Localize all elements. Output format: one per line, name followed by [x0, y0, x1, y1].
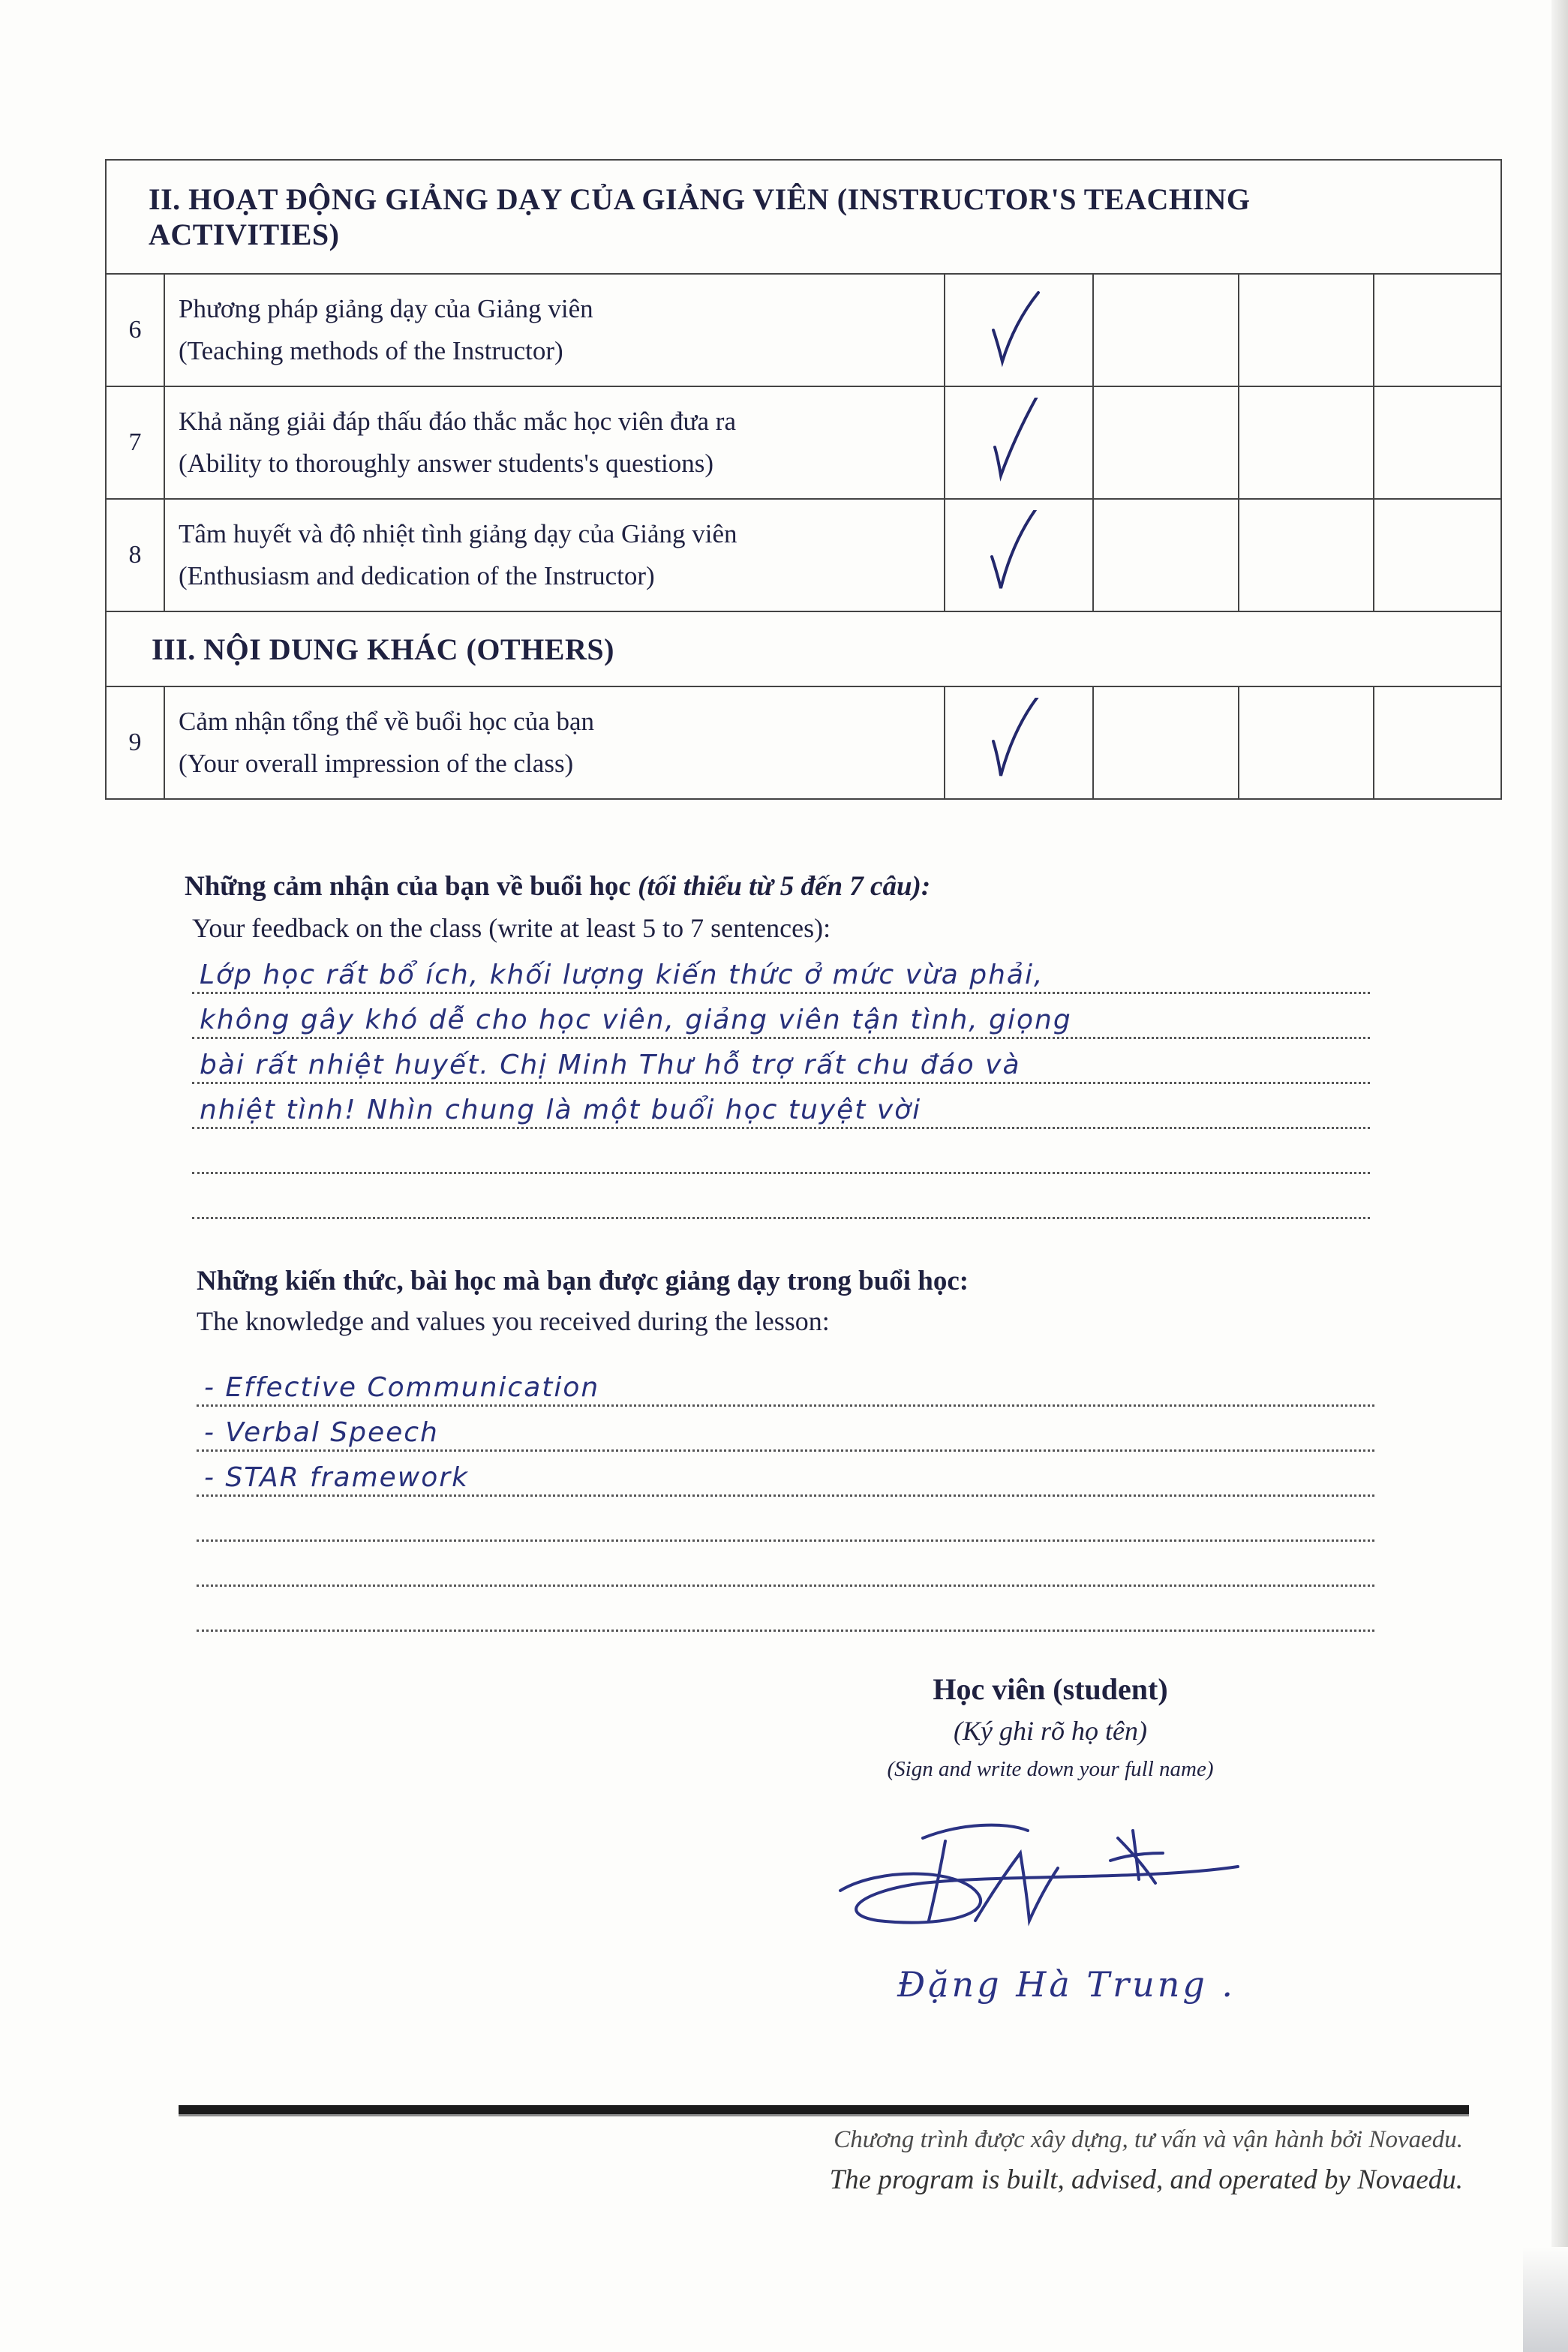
- knowledge-answer-line[interactable]: [197, 1591, 1374, 1632]
- rating-cell-2[interactable]: [1093, 386, 1239, 499]
- signature-instruction-en: (Sign and write down your full name): [887, 1757, 1214, 1781]
- criterion-text: [164, 686, 945, 799]
- handwritten-signature[interactable]: [833, 1808, 1253, 1936]
- rating-cell-1[interactable]: [945, 686, 1093, 799]
- criterion-vi: Phương pháp giảng dạy của Giảng viên: [179, 294, 593, 323]
- handwritten-text: - Effective Communication: [204, 1372, 600, 1403]
- rating-cell-3[interactable]: [1239, 499, 1374, 611]
- signature-instruction-vi: (Ký ghi rõ họ tên): [954, 1716, 1147, 1746]
- rating-cell-2[interactable]: [1093, 274, 1239, 386]
- feedback-subtitle: Your feedback on the class (write at least 5 to 7 sentences):: [192, 913, 831, 943]
- knowledge-answer-line[interactable]: [197, 1365, 1374, 1407]
- criterion-en: (Your overall impression of the class): [179, 749, 574, 778]
- handwritten-text: không gây khó dễ cho học viên, giảng viên tận tình, giọng: [200, 1005, 1072, 1035]
- criterion-number: 9: [106, 686, 164, 799]
- criterion-vi: Cảm nhận tổng thể về buổi học của bạn: [179, 707, 595, 736]
- feedback-title-text: Những cảm nhận của bạn về buổi học: [185, 871, 631, 902]
- checkmark-icon: [983, 285, 1043, 375]
- criterion-vi: Khả năng giải đáp thấu đáo thắc mắc học viên đưa ra: [179, 407, 736, 436]
- handwritten-text: bài rất nhiệt huyết. Chị Minh Thư hỗ trợ rất chu đáo và: [200, 1050, 1021, 1080]
- criterion-en: (Ability to thoroughly answer students's questions): [179, 449, 714, 478]
- criterion-text: [164, 274, 945, 386]
- criterion-text: [164, 499, 945, 611]
- section-2-header: [106, 160, 1501, 274]
- criterion-row: [106, 274, 1501, 386]
- handwritten-text: Lớp học rất bổ ích, khối lượng kiến thức ở mức vừa phải,: [200, 960, 1044, 990]
- rating-cell-2[interactable]: [1093, 686, 1239, 799]
- criterion-text: [164, 386, 945, 499]
- rating-cell-4[interactable]: [1374, 274, 1501, 386]
- knowledge-subtitle: The knowledge and values you received during the lesson:: [197, 1306, 830, 1336]
- section-3-title: III. NỘI DUNG KHÁC (OTHERS): [106, 611, 1501, 686]
- feedback-title-note: (tối thiểu từ 5 đến 7 câu):: [638, 871, 931, 902]
- section-2-title-line2: ACTIVITIES): [149, 218, 340, 251]
- feedback-title: [185, 870, 930, 903]
- checkmark-icon: [983, 398, 1043, 488]
- scan-corner-shadow: [1523, 2247, 1568, 2352]
- feedback-answer-line[interactable]: [192, 1133, 1370, 1174]
- footer-divider: [179, 2105, 1469, 2114]
- signature-role-title: Học viên (student): [933, 1672, 1168, 1706]
- checkmark-icon: [983, 698, 1043, 788]
- footer-text-vi: Chương trình được xây dựng, tư vấn và vận hành bởi Novaedu.: [834, 2126, 1463, 2153]
- student-full-name: Đặng Hà Trung .: [897, 1964, 1236, 2005]
- knowledge-answer-line[interactable]: [197, 1500, 1374, 1542]
- handwritten-text: nhiệt tình! Nhìn chung là một buổi học tuyệt vời: [200, 1095, 922, 1125]
- scan-right-edge: [1551, 0, 1568, 2352]
- knowledge-title: Những kiến thức, bài học mà bạn được giảng dạy trong buổi học:: [197, 1266, 969, 1296]
- feedback-answer-line[interactable]: [192, 1178, 1370, 1219]
- knowledge-answer-line[interactable]: [197, 1545, 1374, 1587]
- rating-cell-4[interactable]: [1374, 386, 1501, 499]
- rating-cell-3[interactable]: [1239, 686, 1374, 799]
- criterion-row: [106, 686, 1501, 799]
- section-2-title: [106, 160, 1501, 274]
- rating-cell-3[interactable]: [1239, 274, 1374, 386]
- rating-cell-3[interactable]: [1239, 386, 1374, 499]
- rating-cell-1[interactable]: [945, 386, 1093, 499]
- criterion-number: 6: [106, 274, 164, 386]
- feedback-answer-line[interactable]: [192, 1043, 1370, 1084]
- section-2-title-line1: II. HOẠT ĐỘNG GIẢNG DẠY CỦA GIẢNG VIÊN (INSTRUCTOR'S TEACHING: [149, 182, 1251, 216]
- criterion-vi: Tâm huyết và độ nhiệt tình giảng dạy của Giảng viên: [179, 519, 737, 548]
- checkmark-icon: [983, 510, 1043, 600]
- rating-cell-1[interactable]: [945, 499, 1093, 611]
- criterion-number: 7: [106, 386, 164, 499]
- rating-cell-1[interactable]: [945, 274, 1093, 386]
- footer-text-en: The program is built, advised, and operated by Novaedu.: [829, 2164, 1463, 2195]
- rating-cell-4[interactable]: [1374, 686, 1501, 799]
- feedback-answer-line[interactable]: [192, 998, 1370, 1039]
- evaluation-table: [105, 159, 1502, 800]
- feedback-answer-line[interactable]: [192, 953, 1370, 994]
- rating-cell-4[interactable]: [1374, 499, 1501, 611]
- criterion-en: (Enthusiasm and dedication of the Instructor): [179, 561, 655, 590]
- knowledge-answer-line[interactable]: [197, 1410, 1374, 1452]
- criterion-row: [106, 386, 1501, 499]
- handwritten-text: - Verbal Speech: [204, 1417, 439, 1448]
- rating-cell-2[interactable]: [1093, 499, 1239, 611]
- criterion-en: (Teaching methods of the Instructor): [179, 336, 563, 365]
- handwritten-text: - STAR framework: [204, 1462, 469, 1493]
- section-3-header: [106, 611, 1501, 686]
- criterion-row: [106, 499, 1501, 611]
- feedback-answer-line[interactable]: [192, 1088, 1370, 1129]
- knowledge-answer-line[interactable]: [197, 1455, 1374, 1497]
- criterion-number: 8: [106, 499, 164, 611]
